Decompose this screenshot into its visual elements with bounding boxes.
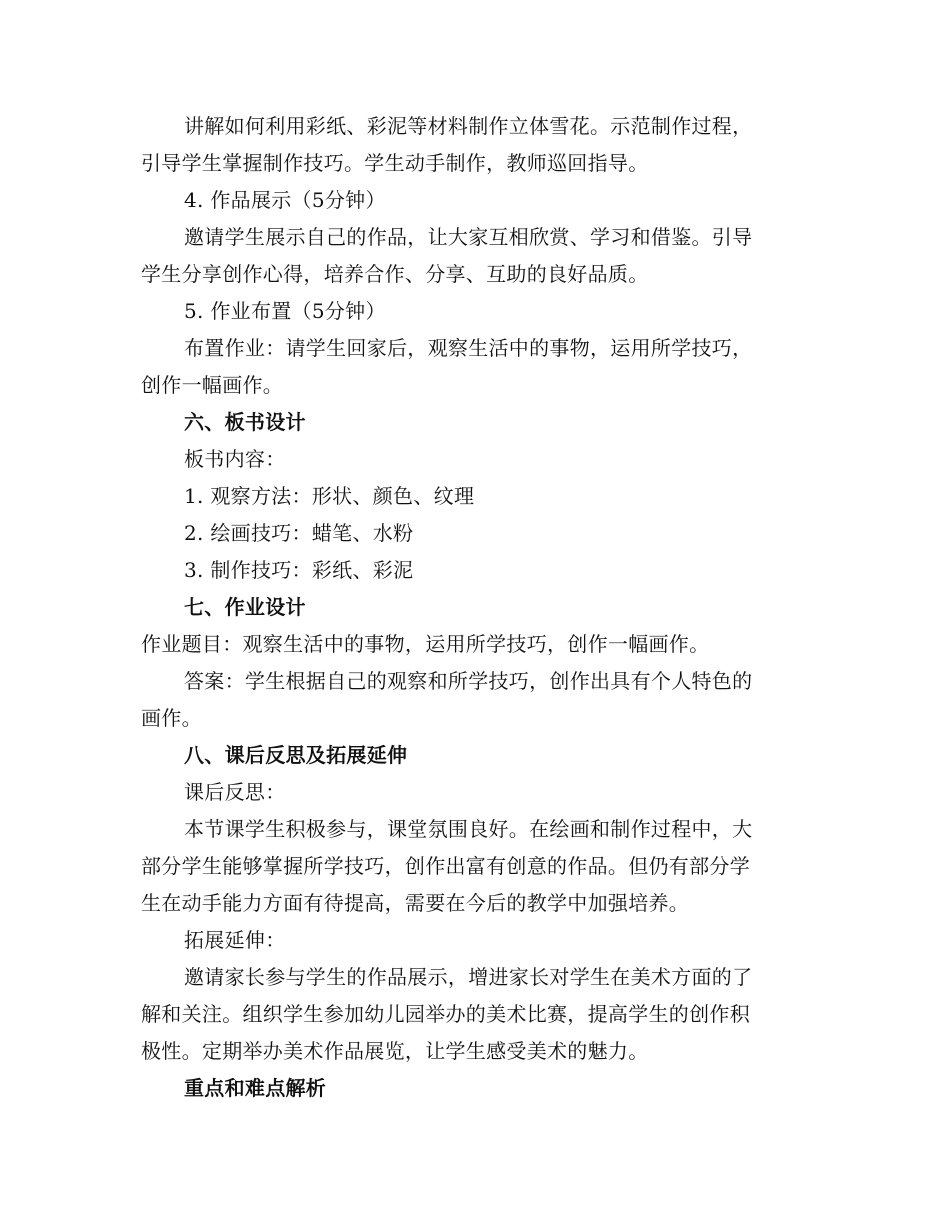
paragraph-line: 讲解如何利用彩纸、彩泥等材料制作立体雪花。示范制作过程， bbox=[184, 114, 753, 138]
paragraph-line: 部分学生能够掌握所学技巧，创作出富有创意的作品。但仍有部分学 bbox=[141, 854, 750, 878]
paragraph-line: 作业题目：观察生活中的事物，运用所学技巧，创作一幅画作。 bbox=[141, 632, 710, 656]
paragraph-line: 学生分享创作心得，培养合作、分享、互助的良好品质。 bbox=[141, 262, 649, 286]
paragraph-line: 板书内容： bbox=[184, 447, 286, 471]
section-heading: 八、课后反思及拓展延伸 bbox=[184, 743, 408, 767]
paragraph-line: 邀请学生展示自己的作品，让大家互相欣赏、学习和借鉴。引导 bbox=[184, 225, 753, 249]
paragraph-line: 解和关注。组织学生参加幼儿园举办的美术比赛，提高学生的创作积 bbox=[141, 1002, 750, 1026]
paragraph-line: 创作一幅画作。 bbox=[141, 373, 284, 397]
paragraph-line: 生在动手能力方面有待提高，需要在今后的教学中加强培养。 bbox=[141, 891, 690, 915]
list-item: 2. 绘画技巧：蜡笔、水粉 bbox=[184, 521, 414, 545]
paragraph-line: 本节课学生积极参与，课堂氛围良好。在绘画和制作过程中，大 bbox=[184, 817, 753, 841]
list-item: 1. 观察方法：形状、颜色、纹理 bbox=[184, 484, 475, 508]
paragraph-line: 邀请家长参与学生的作品展示，增进家长对学生在美术方面的了 bbox=[184, 965, 753, 989]
paragraph-line: 布置作业：请学生回家后，观察生活中的事物，运用所学技巧， bbox=[184, 336, 753, 360]
paragraph-line: 引导学生掌握制作技巧。学生动手制作，教师巡回指导。 bbox=[141, 151, 649, 175]
paragraph-line: 拓展延伸： bbox=[184, 928, 286, 952]
section-heading: 六、板书设计 bbox=[184, 410, 306, 434]
paragraph-line: 极性。定期举办美术作品展览，让学生感受美术的魅力。 bbox=[141, 1039, 649, 1063]
paragraph-line: 画作。 bbox=[141, 706, 202, 730]
section-item-title: 5. 作业布置（5分钟） bbox=[184, 299, 386, 323]
list-item: 3. 制作技巧：彩纸、彩泥 bbox=[184, 558, 414, 582]
document-body bbox=[141, 108, 807, 1107]
paragraph-line: 课后反思： bbox=[184, 780, 286, 804]
section-heading: 七、作业设计 bbox=[184, 595, 306, 619]
section-item-title: 4. 作品展示（5分钟） bbox=[184, 188, 386, 212]
paragraph-line: 答案：学生根据自己的观察和所学技巧，创作出具有个人特色的 bbox=[184, 669, 753, 693]
section-heading: 重点和难点解析 bbox=[184, 1076, 327, 1100]
